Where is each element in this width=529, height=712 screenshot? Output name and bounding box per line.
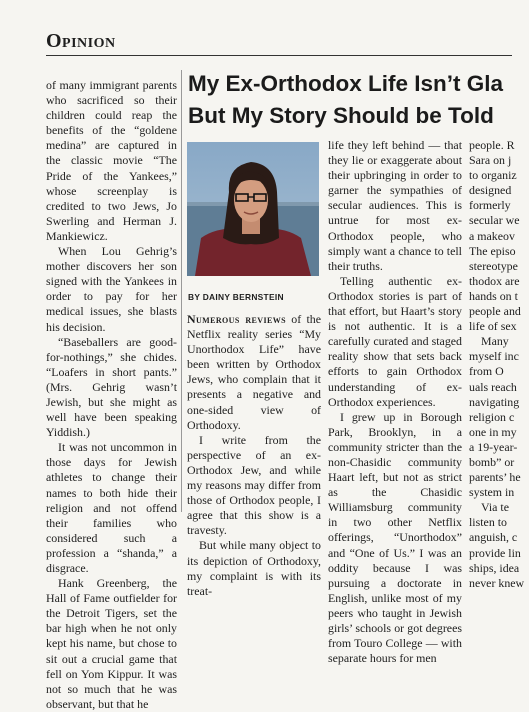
paragraph: Hank Greenberg, the Hall of Fame outfielder for the Detroit Tigers, set the bar high when he not only kept his name, but chose to sit out a crucial game that fell on Yom Kippur. It was not so much that he was observant, but that he bbox=[46, 576, 177, 711]
previous-article-column bbox=[46, 78, 177, 712]
text-line: anguish, c bbox=[469, 530, 518, 545]
section-rule bbox=[46, 55, 512, 56]
text-line: bomb” or bbox=[469, 454, 515, 469]
text-line: never knew bbox=[469, 575, 525, 590]
text-line: provide lin bbox=[469, 545, 521, 560]
lead-paragraph-text: of the Netflix reality series “My Unorthodox Life” have been written by Orthodox Jews, who complain that it presents a negative and one-sided view of Orthodoxy. bbox=[187, 312, 321, 432]
paragraph: “Baseballers are good-for-nothings,” she chides. “Loafers in short pants.” (Mrs. Gehrig wasn’t Jewish, but she might as well have been speaking Yiddish.) bbox=[46, 334, 177, 440]
paragraph: life they left behind — that they lie or exaggerate about their upbringing in order to garner the sympathies of secular audiences. This is untrue for most ex-Orthodox people, who simply want a chance to tell their truths. bbox=[328, 138, 462, 273]
paragraph: of many immigrant parents who sacrificed so their children could reap the benefits of the “goldene medina” are captured in the classic movie “The Pride of the Yankees,” whose screenplay is credited to two Jews, Jo Swerling and Herman J. Mankiewicz. bbox=[46, 78, 177, 243]
paragraph: I write from the perspective of an ex-Orthodox Jew, and while my reasons may differ from those of Orthodox people, I agree that this show is a travesty. bbox=[187, 432, 321, 538]
text-line: myself inc bbox=[469, 349, 519, 364]
text-line: people. R bbox=[469, 138, 515, 152]
paragraph: It was not uncommon in those days for Jewish athletes to change their names to both hide their religion and not offend their families who considered such a profession a “shanda,” a disgrace. bbox=[46, 440, 177, 575]
article-headline bbox=[188, 68, 528, 132]
paragraph: But while many object to its depiction of Orthodoxy, my complaint is with its treat- bbox=[187, 538, 321, 598]
text-line: designed bbox=[469, 183, 512, 198]
headline-line-2: But My Story Should be Told bbox=[188, 103, 494, 128]
text-line: hands on t bbox=[469, 288, 518, 303]
text-line: Many bbox=[481, 334, 509, 349]
byline: BY DAINY BERNSTEIN bbox=[188, 292, 284, 302]
text-line: navigating bbox=[469, 394, 520, 409]
section-heading: Opinion bbox=[46, 30, 116, 52]
text-line: Sara on j bbox=[469, 153, 512, 168]
text-line: parents’ he bbox=[469, 470, 521, 485]
text-line: formerly bbox=[469, 198, 511, 213]
text-line: listen to bbox=[469, 515, 507, 530]
text-line: Via te bbox=[481, 500, 510, 515]
paragraph: Telling authentic ex-Orthodox stories is part of that effort, but Haart’s story is not authentic. It is a carefully curated and staged reality show that sets back efforts to gain Orthodox understanding of ex-Orthodox experiences. bbox=[328, 273, 462, 409]
text-line: religion c bbox=[469, 409, 515, 424]
text-line: life of sex bbox=[469, 319, 517, 334]
lead-in: Numerous reviews bbox=[187, 312, 286, 326]
paragraph: When Lou Gehrig’s mother discovers her son signed with the Yankees in order to pay for her medical issues, she blasts his decision. bbox=[46, 244, 177, 334]
text-line: a 19-year- bbox=[469, 439, 518, 454]
text-line: uals reach bbox=[469, 379, 517, 394]
text-line: ships, idea bbox=[469, 560, 520, 575]
text-line: from O bbox=[469, 364, 504, 379]
author-photo bbox=[187, 142, 319, 276]
paragraph: I grew up in Borough Park, Brooklyn, in a community stricter than the non-Chasidic community Haart left, but not as strict as the Chasidic Williamsburg community in two other Netflix offerings, “Unorthodox” and “One of Us.” I was an oddity because I was pursuing a doctorate in English, unlike most of my peers who taught in Jewish girls’ schools or got degrees from Touro College — with separate hours for men bbox=[328, 409, 462, 666]
text-line: one in my bbox=[469, 424, 517, 439]
text-line: people and bbox=[469, 304, 521, 319]
text-line: to organiz bbox=[469, 168, 517, 183]
text-line: thodox are bbox=[469, 273, 520, 288]
text-line: secular we bbox=[469, 213, 520, 228]
article-column-2 bbox=[328, 138, 462, 666]
lead-paragraph bbox=[187, 312, 321, 433]
text-line: stereotype bbox=[469, 258, 518, 273]
article-column-1 bbox=[187, 312, 321, 599]
text-line: system in bbox=[469, 485, 515, 500]
article-column-3-cropped bbox=[469, 138, 529, 591]
text-line: The episo bbox=[469, 243, 516, 258]
text-line: a makeov bbox=[469, 228, 515, 243]
column-divider bbox=[181, 70, 182, 512]
headline-line-1: My Ex-Orthodox Life Isn’t Gla bbox=[188, 71, 504, 96]
